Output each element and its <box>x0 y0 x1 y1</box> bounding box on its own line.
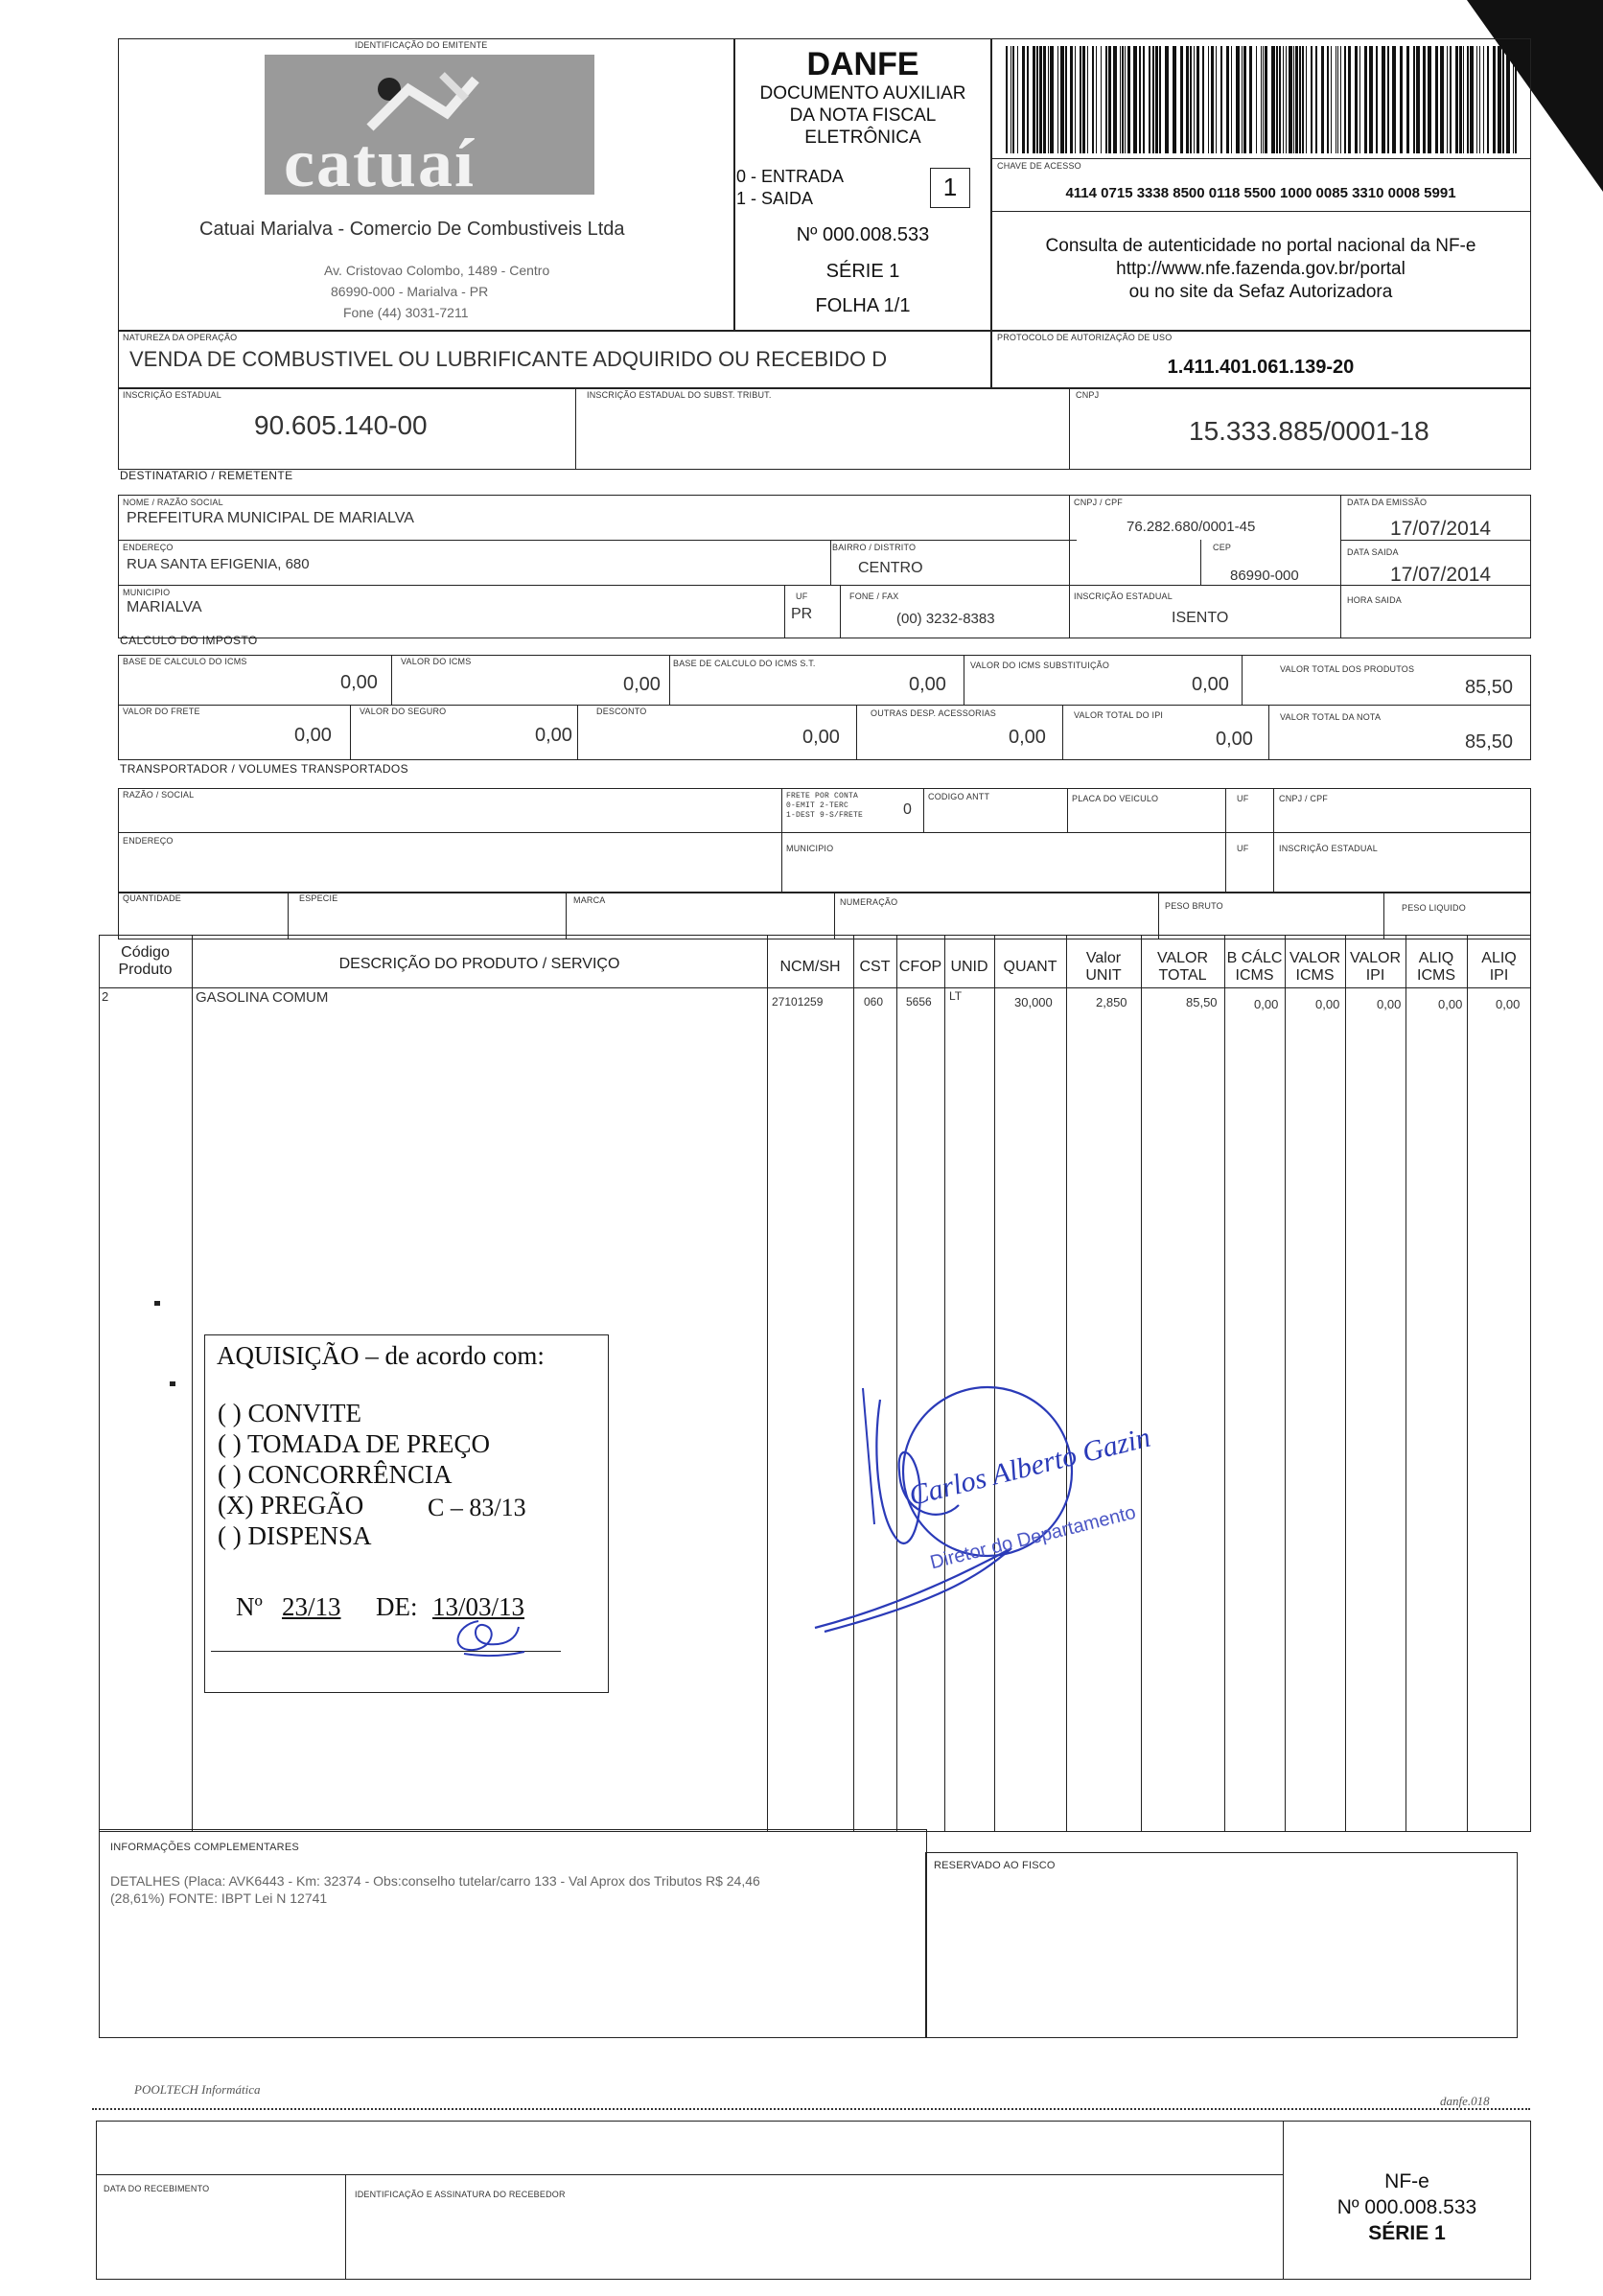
outras-label: OUTRAS DESP. ACESSORIAS <box>871 708 996 718</box>
barcode-bar <box>1256 46 1257 153</box>
barcode-bar <box>1173 46 1176 153</box>
outras: 0,00 <box>1009 727 1046 748</box>
dest-data-emissao-label: DATA DA EMISSÃO <box>1347 498 1428 507</box>
barcode-bar <box>1006 46 1008 153</box>
footer-software: POOLTECH Informática <box>134 2082 261 2097</box>
dest-endereco: RUA SANTA EFIGENIA, 680 <box>127 556 310 572</box>
vol-peso-bruto-label: PESO BRUTO <box>1165 901 1223 911</box>
signature-name: Carlos Alberto Gazin <box>906 1421 1154 1513</box>
barcode-bar <box>1467 46 1469 153</box>
danfe-subtitle-2: DA NOTA FISCAL <box>789 105 937 126</box>
barcode-bar <box>1180 46 1183 153</box>
total-nota-label: VALOR TOTAL DA NOTA <box>1280 712 1382 722</box>
barcode-bar <box>1440 46 1444 153</box>
th-vunit-2: UNIT <box>1085 967 1122 984</box>
barcode-bar <box>1101 46 1102 153</box>
barcode-bar <box>1159 46 1161 153</box>
barcode-bar <box>1120 46 1121 153</box>
barcode-bar <box>1476 46 1477 153</box>
barcode-bar <box>1302 46 1304 153</box>
transp-cnpj-label: CNPJ / CPF <box>1279 794 1329 803</box>
barcode-bar <box>1283 46 1284 153</box>
info-line1: DETALHES (Placa: AVK6443 - Km: 32374 - Obs:conselho tutelar/carro 133 - Val Aprox dos Tributos R$ 24,46 <box>110 1873 760 1889</box>
barcode-bar <box>1376 46 1378 153</box>
barcode-bar <box>1152 46 1154 153</box>
barcode-bar <box>1479 46 1480 153</box>
th-cfop: CFOP <box>898 959 942 975</box>
barcode-bar <box>1295 46 1298 153</box>
info-line2: (28,61%) FONTE: IBPT Lei N 12741 <box>110 1890 328 1906</box>
barcode-bar <box>1070 46 1073 153</box>
stamp-opt-convite: ( ) CONVITE <box>218 1399 361 1427</box>
emitente-logo <box>265 55 594 195</box>
barcode-bar <box>1108 46 1111 153</box>
barcode-bar <box>1096 46 1097 153</box>
barcode-bar <box>1082 46 1085 153</box>
barcode-bar <box>1435 46 1438 153</box>
barcode-bar <box>1113 46 1117 153</box>
dest-municipio-label: MUNICIPIO <box>123 588 171 597</box>
th-vtotal-2: TOTAL <box>1158 967 1207 984</box>
dest-uf-label: UF <box>796 591 808 601</box>
th-vtotal-1: VALOR <box>1156 950 1209 966</box>
desconto: 0,00 <box>802 727 840 748</box>
barcode-bar <box>1513 46 1514 153</box>
barcode-bar <box>1243 46 1246 153</box>
th-unid: UNID <box>950 959 988 975</box>
barcode-bar <box>1327 46 1329 153</box>
barcode-bar <box>1286 46 1287 153</box>
dest-endereco-label: ENDEREÇO <box>123 543 174 552</box>
logo-text: catuaí <box>284 125 476 195</box>
dest-bairro-label: BAIRRO / DISTRITO <box>832 543 917 552</box>
dest-nome: PREFEITURA MUNICIPAL DE MARIALVA <box>127 510 414 526</box>
barcode-bar <box>1271 46 1275 153</box>
stamp-initials-signature <box>421 1613 526 1661</box>
danfe-subtitle-3: ELETRÔNICA <box>804 128 921 148</box>
imposto-section: CALCULO DO IMPOSTO <box>120 634 258 647</box>
valor-icms-label: VALOR DO ICMS <box>401 657 472 666</box>
barcode-bar <box>1293 46 1294 153</box>
row-bcalc: 0,00 <box>1254 997 1279 1011</box>
barcode-bar <box>1261 46 1262 153</box>
ipi-label: VALOR TOTAL DO IPI <box>1074 710 1164 720</box>
transp-uf2-label: UF <box>1237 844 1249 853</box>
barcode-bar <box>1122 46 1124 153</box>
row-descricao: GASOLINA COMUM <box>196 989 329 1006</box>
transportador-section: TRANSPORTADOR / VOLUMES TRANSPORTADOS <box>120 762 409 776</box>
danfe-subtitle-1: DOCUMENTO AUXILIAR <box>759 83 966 104</box>
barcode-bar <box>1263 46 1264 153</box>
th-ncm: NCM/SH <box>779 959 841 975</box>
barcode-bar <box>1400 46 1403 153</box>
scan-mark <box>170 1381 175 1386</box>
barcode-bar <box>1236 46 1240 153</box>
th-descricao: DESCRIÇÃO DO PRODUTO / SERVIÇO <box>338 956 620 972</box>
aquisicao-stamp <box>204 1334 609 1693</box>
vol-numeracao-label: NUMERAÇÃO <box>840 897 898 907</box>
cnpj-value: 15.333.885/0001-18 <box>1189 416 1429 446</box>
consulta-line1: Consulta de autenticidade no portal nacional da NF-e <box>1045 236 1476 256</box>
seguro: 0,00 <box>535 725 572 746</box>
barcode-bar <box>1279 46 1281 153</box>
ie-value: 90.605.140-00 <box>254 410 428 440</box>
barcode-bar <box>1450 46 1452 153</box>
emitente-section-label: IDENTIFICAÇÃO DO EMITENTE <box>355 40 488 50</box>
danfe-title: DANFE <box>806 46 919 82</box>
desconto-label: DESCONTO <box>596 707 647 716</box>
barcode-bar <box>1483 46 1484 153</box>
barcode-bar <box>1493 46 1496 153</box>
barcode-bar <box>1463 46 1464 153</box>
transp-frete-line2: 0-EMIT 2-TERC <box>786 801 849 810</box>
dest-hora-label: HORA SAIDA <box>1347 595 1403 605</box>
dest-ie-label: INSCRIÇÃO ESTADUAL <box>1074 591 1173 601</box>
barcode-bar <box>1043 46 1046 153</box>
th-aicms-1: ALIQ <box>1418 950 1454 966</box>
barcode-bar <box>1515 46 1517 153</box>
reservado-box <box>925 1852 1518 2038</box>
cnpj-label: CNPJ <box>1076 390 1100 400</box>
th-codigo-1: Código <box>121 944 170 961</box>
transp-municipio-label: MUNICIPIO <box>786 844 834 853</box>
reservado-fisco: RESERVADO AO FISCO <box>934 1860 1056 1871</box>
consulta-line2: http://www.nfe.fazenda.gov.br/portal <box>1116 259 1406 279</box>
barcode-bar <box>1092 46 1094 153</box>
signature-title: Diretor do Departamento <box>928 1501 1138 1574</box>
barcode-bar <box>1186 46 1189 153</box>
base-st-label: BASE DE CALCULO DO ICMS S.T. <box>673 659 816 668</box>
danfe-saida: 1 - SAIDA <box>736 189 814 208</box>
barcode-bar <box>1165 46 1169 153</box>
recibo-serie: SÉRIE 1 <box>1368 2222 1446 2244</box>
row-cfop: 5656 <box>906 995 932 1009</box>
barcode-bar <box>1364 46 1367 153</box>
dest-nome-label: NOME / RAZÃO SOCIAL <box>123 498 223 507</box>
barcode-bar <box>1139 46 1141 153</box>
total-nota: 85,50 <box>1465 731 1514 753</box>
barcode-bar <box>1033 46 1035 153</box>
transp-antt-label: CODIGO ANTT <box>928 792 990 801</box>
row-aicms: 0,00 <box>1438 997 1463 1011</box>
barcode-bar <box>1348 46 1351 153</box>
barcode-bar <box>1369 46 1373 153</box>
barcode <box>1002 46 1520 153</box>
dest-cep-label: CEP <box>1213 543 1232 552</box>
th-cst: CST <box>859 959 891 975</box>
th-codigo-2: Produto <box>118 962 173 978</box>
row-vunit: 2,850 <box>1096 995 1127 1009</box>
barcode-bar <box>1249 46 1252 153</box>
transp-frete-line3: 1-DEST 9-S/FRETE <box>786 811 864 820</box>
barcode-bar <box>1265 46 1267 153</box>
barcode-bar <box>1315 46 1317 153</box>
barcode-bar <box>1017 46 1018 153</box>
emitente-address2: 86990-000 - Marialva - PR <box>331 284 489 299</box>
barcode-bar <box>1087 46 1088 153</box>
barcode-bar <box>1276 46 1278 153</box>
barcode-bar <box>1208 46 1209 153</box>
row-ncm: 27101259 <box>772 995 824 1009</box>
dest-data-emissao: 17/07/2014 <box>1390 518 1492 540</box>
barcode-bar <box>1194 46 1195 153</box>
barcode-bar <box>1428 46 1431 153</box>
barcode-bar <box>1321 46 1324 153</box>
barcode-bar <box>1331 46 1332 153</box>
transp-razao-label: RAZÃO / SOCIAL <box>123 790 195 800</box>
barcode-bar <box>1143 46 1145 153</box>
barcode-bar <box>1036 46 1038 153</box>
transp-frete-line1: FRETE POR CONTA <box>786 792 859 800</box>
stamp-opt-dispensa: ( ) DISPENSA <box>218 1521 372 1550</box>
barcode-bar <box>1392 46 1396 153</box>
th-bcalc-2: ICMS <box>1235 967 1274 984</box>
barcode-bar <box>1459 46 1462 153</box>
ie-label: INSCRIÇÃO ESTADUAL <box>123 390 221 400</box>
dest-data-saida-label: DATA SAIDA <box>1347 547 1399 557</box>
barcode-bar <box>1211 46 1214 153</box>
barcode-bar <box>1075 46 1076 153</box>
row-vicms: 0,00 <box>1315 997 1340 1011</box>
th-aicms-2: ICMS <box>1417 967 1455 984</box>
barcode-bar <box>1306 46 1307 153</box>
th-vipi-2: IPI <box>1365 967 1385 984</box>
recibo-data-label: DATA DO RECEBIMENTO <box>104 2184 210 2193</box>
barcode-bar <box>1344 46 1346 153</box>
emitente-phone: Fone (44) 3031-7211 <box>343 305 469 320</box>
barcode-bar <box>1050 46 1054 153</box>
barcode-bar <box>1048 46 1049 153</box>
protocolo-label: PROTOCOLO DE AUTORIZAÇÃO DE USO <box>997 333 1173 342</box>
stamp-data: 13/03/13 <box>432 1592 525 1621</box>
dest-cnpj-label: CNPJ / CPF <box>1074 498 1124 507</box>
row-codigo: 2 <box>102 989 109 1004</box>
dest-fone-label: FONE / FAX <box>849 591 899 601</box>
natureza-value: VENDA DE COMBUSTIVEL OU LUBRIFICANTE ADQUIRIDO OU RECEBIDO D <box>129 347 888 371</box>
stamp-opt-pregao: (X) PREGÃO <box>218 1491 364 1519</box>
barcode-bar <box>1022 46 1025 153</box>
destinatario-section: DESTINATARIO / REMETENTE <box>120 469 293 482</box>
barcode-bar <box>1012 46 1014 153</box>
chave-label: CHAVE DE ACESSO <box>997 161 1081 171</box>
valor-st-label: VALOR DO ICMS SUBSTITUIÇÃO <box>970 661 1110 670</box>
dest-municipio: MARIALVA <box>127 599 202 615</box>
th-quant: QUANT <box>1003 959 1057 975</box>
barcode-bar <box>1127 46 1130 153</box>
base-st: 0,00 <box>909 674 946 695</box>
ipi: 0,00 <box>1216 729 1253 750</box>
barcode-bar <box>1242 46 1243 153</box>
dest-ie: ISENTO <box>1172 610 1229 626</box>
chave-value: 4114 0715 3338 8500 0118 5500 1000 0085 3310 0008 5991 <box>1065 185 1456 201</box>
barcode-bar <box>1355 46 1358 153</box>
barcode-bar <box>1125 46 1126 153</box>
row-vipi: 0,00 <box>1377 997 1402 1011</box>
barcode-bar <box>1470 46 1474 153</box>
stamp-data-label: DE: <box>376 1592 418 1621</box>
vol-qtd-label: QUANTIDADE <box>123 893 182 903</box>
seguro-label: VALOR DO SEGURO <box>360 707 447 716</box>
transp-frete-value: 0 <box>903 801 912 818</box>
barcode-bar <box>1226 46 1229 153</box>
base-icms: 0,00 <box>340 672 378 693</box>
frete: 0,00 <box>294 725 332 746</box>
recibo-nfe: NF-e <box>1384 2170 1429 2192</box>
valor-icms: 0,00 <box>623 674 661 695</box>
barcode-bar <box>1337 46 1338 153</box>
row-vtotal: 85,50 <box>1186 995 1218 1009</box>
scan-mark <box>154 1301 160 1306</box>
barcode-bar <box>1359 46 1360 153</box>
danfe-serie: SÉRIE 1 <box>825 261 900 282</box>
transp-uf-label: UF <box>1237 794 1249 803</box>
stamp-title: AQUISIÇÃO – de acordo com: <box>217 1341 545 1370</box>
dest-cep: 86990-000 <box>1230 568 1299 584</box>
transp-endereco-label: ENDEREÇO <box>123 836 174 846</box>
stamp-numero-label: Nº <box>236 1592 263 1621</box>
stamp-opt-pregao-ref: C – 83/13 <box>428 1494 526 1521</box>
footer-form-code: danfe.018 <box>1440 2094 1490 2108</box>
barcode-bar <box>1416 46 1420 153</box>
vol-marca-label: MARCA <box>573 895 606 905</box>
base-icms-label: BASE DE CALCULO DO ICMS <box>123 657 247 666</box>
barcode-bar <box>1387 46 1389 153</box>
dest-data-saida: 17/07/2014 <box>1390 564 1492 586</box>
transp-placa-label: PLACA DO VEICULO <box>1072 794 1159 803</box>
barcode-bar <box>1105 46 1107 153</box>
danfe-folha: FOLHA 1/1 <box>815 295 911 316</box>
barcode-bar <box>1027 46 1029 153</box>
barcode-bar <box>1149 46 1150 153</box>
row-quant: 30,000 <box>1014 995 1053 1009</box>
barcode-bar <box>1231 46 1232 153</box>
barcode-bar <box>1506 46 1510 153</box>
recibo-numero: Nº 000.008.533 <box>1336 2196 1477 2218</box>
emitente-name: Catuai Marialva - Comercio De Combustiveis Ltda <box>199 219 625 240</box>
barcode-bar <box>1423 46 1426 153</box>
dest-fone: (00) 3232-8383 <box>896 611 995 627</box>
barcode-bar <box>1220 46 1222 153</box>
barcode-bar <box>1133 46 1137 153</box>
emitente-address1: Av. Cristovao Colombo, 1489 - Centro <box>324 263 550 278</box>
barcode-bar <box>1196 46 1199 153</box>
stamp-opt-concorrencia: ( ) CONCORRÊNCIA <box>218 1460 453 1489</box>
barcode-bar <box>1060 46 1064 153</box>
barcode-bar <box>1190 46 1192 153</box>
total-produtos-label: VALOR TOTAL DOS PRODUTOS <box>1280 664 1415 674</box>
barcode-bar <box>1155 46 1158 153</box>
cut-line <box>92 2108 1530 2110</box>
vol-peso-liquido-label: PESO LIQUIDO <box>1402 903 1466 913</box>
row-aipi: 0,00 <box>1496 997 1521 1011</box>
barcode-bar <box>1202 46 1204 153</box>
barcode-bar <box>1299 46 1301 153</box>
barcode-bar <box>1413 46 1415 153</box>
barcode-bar <box>1080 46 1081 153</box>
frete-label: VALOR DO FRETE <box>123 707 200 716</box>
recibo-identificacao-label: IDENTIFICAÇÃO E ASSINATURA DO RECEBEDOR <box>355 2190 566 2199</box>
barcode-bar <box>1382 46 1385 153</box>
th-aipi-1: ALIQ <box>1481 950 1517 966</box>
th-aipi-2: IPI <box>1489 967 1509 984</box>
dest-bairro: CENTRO <box>858 560 923 576</box>
stamp-opt-tomada: ( ) TOMADA DE PREÇO <box>218 1429 491 1458</box>
row-cst: 060 <box>864 995 884 1009</box>
th-vipi-1: VALOR <box>1349 950 1402 966</box>
barcode-bar <box>1289 46 1292 153</box>
info-box <box>99 1829 927 2038</box>
th-vicms-1: VALOR <box>1289 950 1341 966</box>
danfe-tipo: 1 <box>942 173 958 201</box>
barcode-bar <box>1447 46 1448 153</box>
dest-cnpj: 76.282.680/0001-45 <box>1127 519 1256 535</box>
danfe-numero: Nº 000.008.533 <box>796 224 930 245</box>
protocolo-value: 1.411.401.061.139-20 <box>1167 357 1355 378</box>
row-unid: LT <box>949 989 963 1003</box>
consulta-line3: ou no site da Sefaz Autorizadora <box>1128 282 1393 302</box>
barcode-bar <box>1216 46 1217 153</box>
info-section: INFORMAÇÕES COMPLEMENTARES <box>110 1842 299 1853</box>
barcode-bar <box>1039 46 1042 153</box>
barcode-bar <box>1065 46 1067 153</box>
barcode-bar <box>1502 46 1504 153</box>
danfe-entrada: 0 - ENTRADA <box>736 167 845 186</box>
barcode-bar <box>1487 46 1489 153</box>
th-vunit-1: Valor <box>1085 950 1122 966</box>
th-vicms-2: ICMS <box>1295 967 1335 984</box>
valor-st: 0,00 <box>1192 674 1229 695</box>
barcode-bar <box>1406 46 1409 153</box>
dest-uf: PR <box>791 606 813 622</box>
total-produtos: 85,50 <box>1465 677 1514 698</box>
natureza-label: NATUREZA DA OPERAÇÃO <box>123 333 238 342</box>
stamp-numero: 23/13 <box>282 1592 341 1621</box>
barcode-bar <box>1311 46 1313 153</box>
ie-st-label: INSCRIÇÃO ESTADUAL DO SUBST. TRIBUT. <box>587 390 772 400</box>
barcode-bar <box>1498 46 1501 153</box>
th-bcalc-1: B CÁLC <box>1226 950 1283 966</box>
transp-ie-label: INSCRIÇÃO ESTADUAL <box>1279 844 1378 853</box>
barcode-bar <box>1455 46 1458 153</box>
barcode-bar <box>1057 46 1058 153</box>
vol-especie-label: ESPECIE <box>299 893 338 903</box>
barcode-bar <box>1340 46 1341 153</box>
